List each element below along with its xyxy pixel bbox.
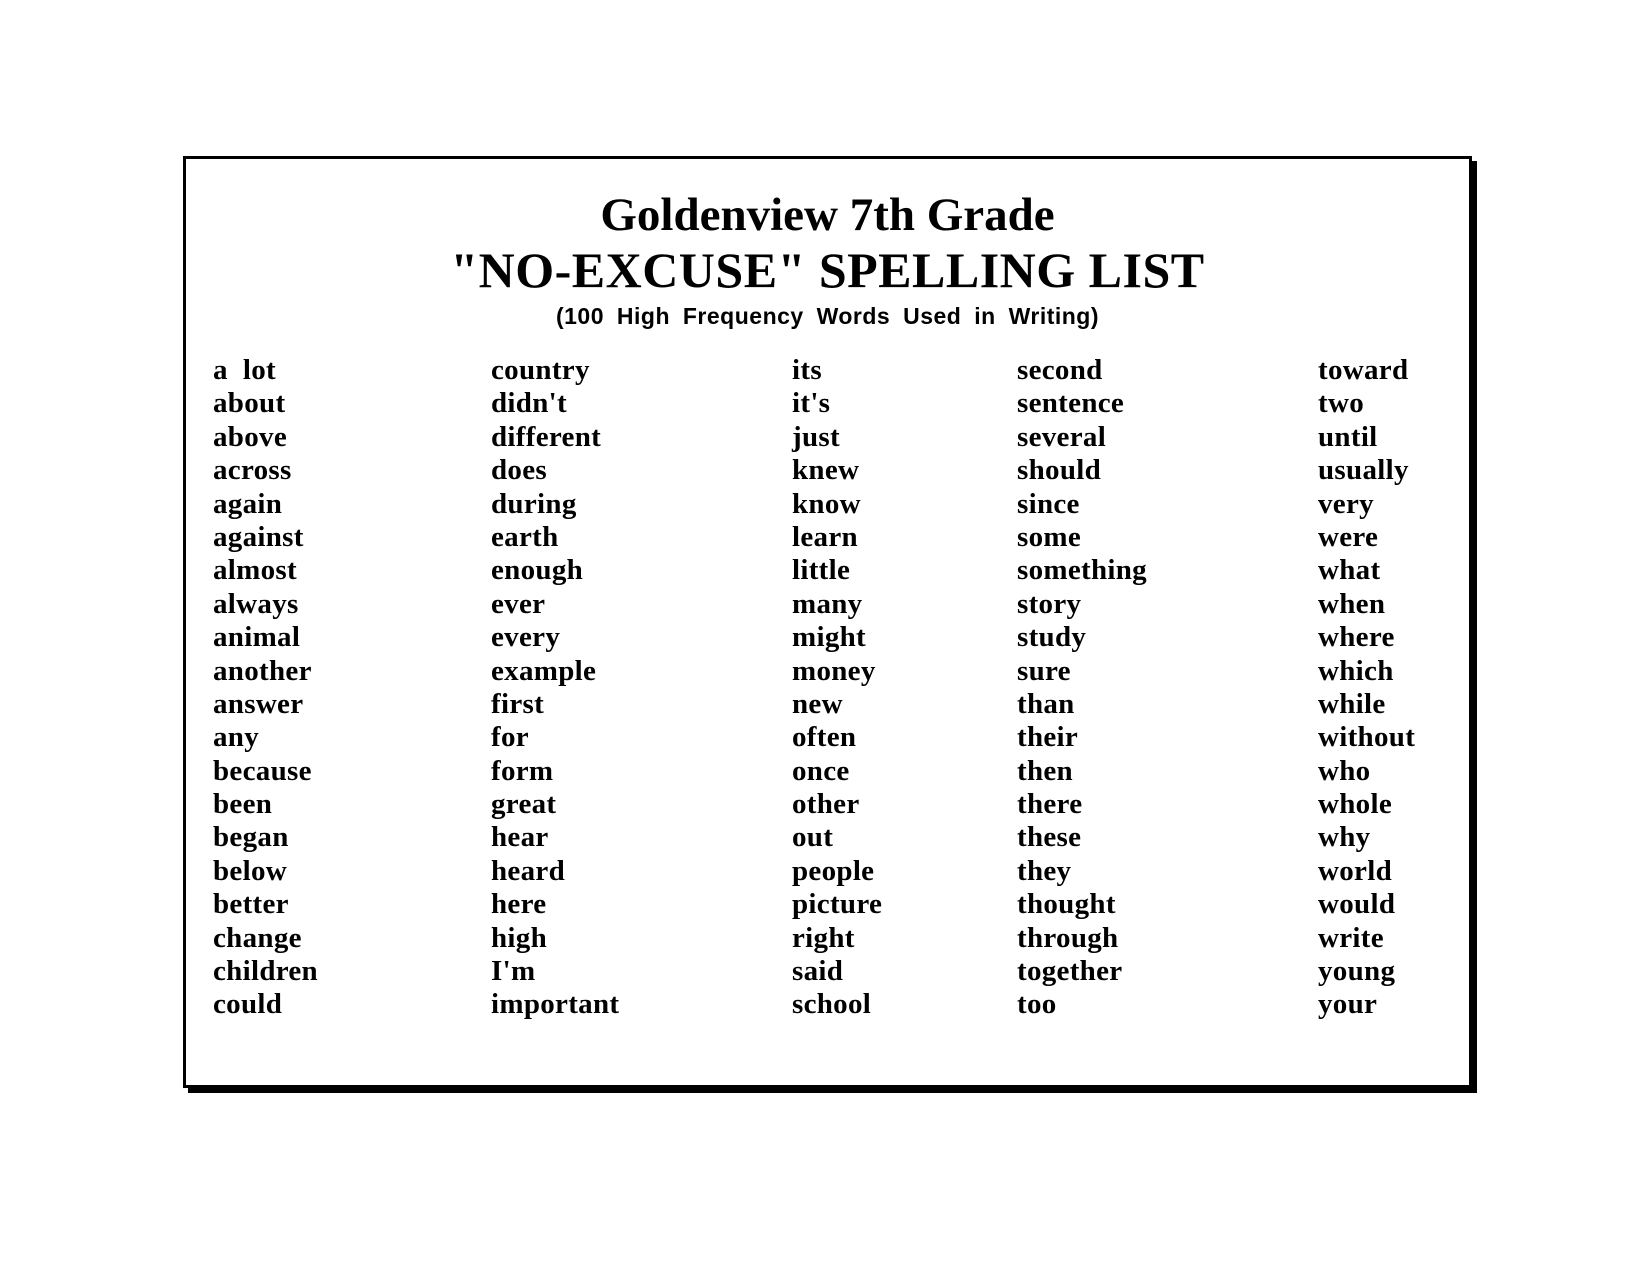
spelling-word: its (792, 354, 822, 386)
spelling-word: knew (792, 454, 860, 487)
spelling-word: heard (491, 854, 565, 887)
spelling-word: toward (1318, 354, 1409, 386)
spelling-list-frame (183, 156, 1472, 1088)
spelling-word: ever (491, 587, 546, 620)
spelling-word: since (1017, 487, 1080, 520)
spelling-word: your (1318, 988, 1378, 1021)
spelling-word: it's (792, 387, 831, 420)
spelling-word: there (1017, 788, 1083, 821)
spelling-word: above (213, 420, 287, 453)
word-column-4 (1017, 354, 1147, 1022)
spelling-word: know (792, 487, 861, 520)
spelling-word: money (792, 654, 876, 687)
spelling-word: first (491, 687, 545, 720)
spelling-word: children (213, 955, 318, 988)
spelling-word: every (491, 621, 561, 654)
spelling-word: began (213, 821, 289, 854)
spelling-word: until (1318, 420, 1378, 453)
spelling-word: two (1318, 387, 1365, 420)
spelling-word: together (1017, 955, 1123, 988)
spelling-word: better (213, 888, 289, 921)
spelling-word: write (1318, 921, 1384, 954)
spelling-word: little (792, 554, 851, 587)
word-column-5 (1318, 354, 1415, 1022)
spelling-word: very (1318, 487, 1374, 520)
spelling-word: which (1318, 654, 1394, 687)
spelling-word: any (213, 721, 260, 754)
spelling-word: form (491, 754, 554, 787)
spelling-word: were (1318, 520, 1379, 553)
word-column-1 (213, 354, 318, 1022)
spelling-word: other (792, 788, 860, 821)
spelling-word: through (1017, 921, 1119, 954)
spelling-word: several (1017, 420, 1107, 453)
spelling-word: people (792, 854, 875, 887)
spelling-word: almost (213, 554, 297, 587)
spelling-word: often (792, 721, 857, 754)
spelling-word: said (792, 955, 844, 988)
word-column-2 (491, 354, 619, 1022)
spelling-word: school (792, 988, 872, 1021)
spelling-word: does (491, 454, 547, 487)
spelling-word: been (213, 788, 273, 821)
spelling-word: just (792, 420, 840, 453)
spelling-word: earth (491, 520, 559, 553)
spelling-word: change (213, 921, 302, 954)
spelling-word: during (491, 487, 577, 520)
spelling-word: something (1017, 554, 1147, 587)
page-title: Goldenview 7th Grade (600, 189, 1055, 241)
spelling-word: because (213, 754, 312, 787)
spelling-word: whole (1318, 788, 1392, 821)
spelling-word: should (1017, 454, 1102, 487)
spelling-word: these (1017, 821, 1082, 854)
spelling-word: study (1017, 621, 1087, 654)
spelling-word: enough (491, 554, 584, 587)
spelling-word: great (491, 788, 557, 821)
spelling-word: didn't (491, 387, 567, 420)
spelling-word: then (1017, 754, 1073, 787)
spelling-word: picture (792, 888, 883, 921)
spelling-word: who (1318, 754, 1371, 787)
spelling-word: new (792, 687, 843, 720)
spelling-word: a lot (213, 354, 277, 386)
spelling-word: where (1318, 621, 1395, 654)
spelling-word: against (213, 520, 304, 553)
spelling-word: usually (1318, 454, 1409, 487)
spelling-word: sure (1017, 654, 1071, 687)
spelling-word: many (792, 587, 863, 620)
spelling-word: high (491, 921, 548, 954)
spelling-word: I'm (491, 955, 536, 988)
spelling-word: across (213, 454, 292, 487)
spelling-word: answer (213, 687, 304, 720)
spelling-word: below (213, 854, 287, 887)
spelling-word: about (213, 387, 286, 420)
spelling-word: another (213, 654, 312, 687)
spelling-word: than (1017, 687, 1075, 720)
spelling-word: different (491, 420, 602, 453)
spelling-word: would (1318, 888, 1396, 921)
spelling-word: example (491, 654, 597, 687)
spelling-word: without (1318, 721, 1416, 754)
spelling-word: young (1318, 955, 1396, 988)
spelling-word: thought (1017, 888, 1116, 921)
spelling-word: for (491, 721, 529, 754)
spelling-word: country (491, 354, 590, 386)
spelling-word: their (1017, 721, 1079, 754)
spelling-word: why (1318, 821, 1371, 854)
list-title: "NO-EXCUSE" SPELLING LIST (450, 242, 1205, 298)
spelling-word: learn (792, 520, 858, 553)
spelling-word: might (792, 621, 866, 654)
spelling-word: they (1017, 854, 1072, 887)
spelling-word: right (792, 921, 855, 954)
spelling-word: animal (213, 621, 301, 654)
spelling-word: what (1318, 554, 1381, 587)
spelling-word: too (1017, 988, 1057, 1021)
spelling-word: sentence (1017, 387, 1125, 420)
spelling-word: while (1318, 687, 1386, 720)
spelling-word: once (792, 754, 850, 787)
spelling-word: always (213, 587, 299, 620)
spelling-word: hear (491, 821, 549, 854)
spelling-word: world (1318, 854, 1392, 887)
spelling-word: out (792, 821, 834, 854)
spelling-word: could (213, 988, 283, 1021)
spelling-word: story (1017, 587, 1082, 620)
spelling-word: again (213, 487, 283, 520)
word-column-3 (792, 354, 882, 1022)
spelling-word: important (491, 988, 620, 1021)
spelling-word: second (1017, 354, 1103, 386)
spelling-word: when (1318, 587, 1386, 620)
spelling-word: here (491, 888, 547, 921)
list-subtitle: (100 High Frequency Words Used in Writing) (555, 303, 1100, 329)
spelling-word: some (1017, 520, 1082, 553)
